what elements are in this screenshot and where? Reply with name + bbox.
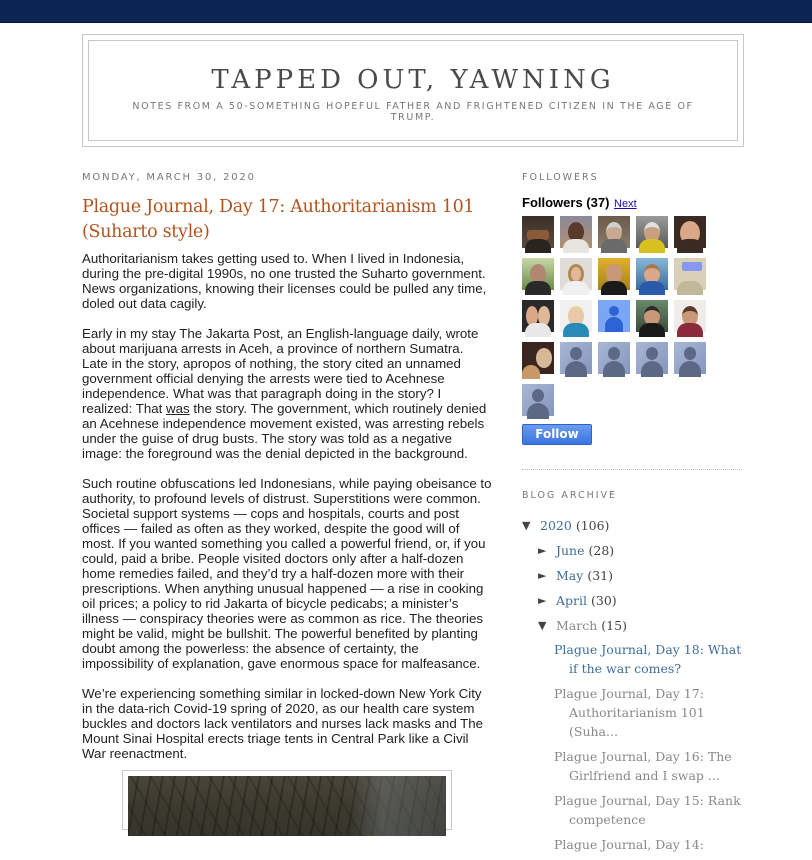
top-navigation-bar — [0, 0, 812, 23]
main-column — [82, 172, 492, 761]
archive-month-link[interactable]: April — [556, 593, 587, 608]
follow-button[interactable]: Follow — [522, 424, 592, 445]
follower-avatar[interactable] — [522, 342, 554, 374]
follower-avatar-default[interactable] — [636, 342, 668, 374]
follower-avatar[interactable] — [636, 258, 668, 290]
follower-avatar[interactable] — [522, 258, 554, 290]
archive-post-link[interactable]: Plague Journal, Day 14: — [554, 837, 704, 852]
follower-avatar[interactable] — [636, 216, 668, 248]
archive-post-link[interactable]: Plague Journal, Day 17: Authoritarianism 101 (Suha... — [554, 686, 705, 739]
followers-label: Followers (37) — [522, 195, 610, 210]
archive-month-count: (31) — [587, 568, 613, 583]
post-paragraph-text: the story. The government, which routinely denied an Acehnese independence movement existed, was arresting rebels under the guise of drug busts. The story was told as a negative image: the foreground was the denial depicted in the background. — [82, 401, 487, 461]
archive-month-link[interactable]: March — [556, 618, 598, 633]
follower-avatar[interactable] — [560, 300, 592, 332]
archive-month-link[interactable]: June — [556, 543, 585, 558]
collapse-toggle-icon[interactable]: ▼ — [538, 619, 547, 632]
archive-month-march — [522, 613, 742, 638]
archive-year-link[interactable]: 2020 — [540, 518, 572, 533]
followers-grid — [522, 216, 742, 416]
post-paragraph-text: Early in my stay The Jakarta Post, an English-language daily, wrote about marijuana arrests in Aceh, a province of northern Sumatra. Late in the story, apropos of nothing, the story cited an unnamed government official denying the arrests were tied to Acehnese independence. What was that paragraph doing in the story? I realized: That — [82, 326, 479, 416]
post-date: MONDAY, MARCH 30, 2020 — [82, 172, 256, 183]
follower-avatar[interactable] — [598, 258, 630, 290]
archive-month-link[interactable]: May — [556, 568, 584, 583]
archive-month-june — [522, 538, 742, 563]
follower-avatar[interactable] — [560, 258, 592, 290]
follower-avatar[interactable] — [598, 216, 630, 248]
follower-avatar[interactable] — [522, 300, 554, 332]
collapse-toggle-icon[interactable]: ▼ — [522, 519, 531, 532]
blog-header — [82, 34, 744, 147]
post-image-frame[interactable] — [122, 770, 452, 830]
follower-avatar[interactable] — [522, 216, 554, 248]
underlined-word: was — [166, 401, 190, 416]
followers-next-link[interactable]: Next — [614, 198, 637, 210]
widget-divider — [522, 469, 742, 470]
followers-count — [522, 195, 742, 210]
archive-month-count: (30) — [591, 593, 617, 608]
expand-toggle-icon[interactable]: ► — [538, 569, 547, 582]
follower-avatar-default[interactable] — [598, 342, 630, 374]
follower-avatar[interactable] — [560, 216, 592, 248]
archive-year-count: (106) — [575, 518, 610, 533]
blog-header-inner — [88, 40, 738, 141]
follower-avatar[interactable] — [674, 300, 706, 332]
follower-avatar[interactable] — [674, 258, 706, 290]
blog-description: NOTES FROM A 50-SOMETHING HOPEFUL FATHER AND FRIGHTENED CITIZEN IN THE AGE OF TRUMP. — [132, 101, 694, 123]
expand-toggle-icon[interactable]: ► — [538, 544, 547, 557]
archive-month-count: (28) — [588, 543, 615, 558]
post-paragraph: Authoritarianism takes getting used to. When I lived in Indonesia, during the pre-digital 1990s, no one trusted the Suharto government. News organizations, knowing their licenses could be pulled any time, doled out data cagily. — [82, 251, 487, 311]
post-title[interactable]: Plague Journal, Day 17: Authoritarianism 101 (Suharto style) — [82, 197, 475, 242]
archive-month-may — [522, 563, 742, 588]
archive-post-link[interactable]: Plague Journal, Day 18: What if the war comes? — [554, 642, 742, 676]
archive-post-link[interactable]: Plague Journal, Day 16: The Girlfriend and I swap ... — [554, 749, 732, 783]
archive-post-list — [522, 640, 742, 854]
follower-avatar-default[interactable] — [598, 300, 630, 332]
post-paragraph: We’re experiencing something similar in locked-down New York City in the data-rich Covid-19 spring of 2020, as our health care system buckles and doctors lack ventilators and nurses lack masks and The Mount Sinai Hospital erects triage tents in Central Park like a Civil War reenactment. — [82, 686, 484, 761]
sidebar — [522, 172, 742, 860]
follower-avatar[interactable] — [636, 300, 668, 332]
archive-year-2020 — [522, 513, 742, 538]
blog-archive — [522, 513, 742, 854]
archive-month-count: (15) — [601, 618, 627, 633]
archive-post-link[interactable]: Plague Journal, Day 15: Rank competence — [554, 793, 741, 827]
expand-toggle-icon[interactable]: ► — [538, 594, 547, 607]
blog-title[interactable]: TAPPED OUT, YAWNING — [211, 65, 615, 95]
post-paragraph: Such routine obfuscations led Indonesians, while paying obeisance to authority, to profound levels of distrust. Superstitions were common. Societal support systems — cops and hospitals, courts and post offices — failed as often as they worked, despite the good will of most. If you wanted something you called a powerful friend, or, if you could, paid a bribe. People visited doctors only after a half-dozen home remedies failed, and they’d try a half-dozen more with their prescriptions. When anything unusual happened — a rise in cooking oil prices; a policy to rid Jakarta of bicycle pedicabs; a minister’s illness — conspiracy theories were as common as rice. The theories might be valid, might be bullshit. The powerful benefited by planting doubt among the powerless: the absence of certainty, the impossibility of explanation, gave enormous space for malfeasance. — [82, 476, 492, 671]
archive-widget-title: BLOG ARCHIVE — [522, 490, 618, 501]
follower-avatar-default[interactable] — [560, 342, 592, 374]
followers-widget-title: FOLLOWERS — [522, 172, 599, 183]
post-body — [82, 251, 492, 761]
follower-avatar[interactable] — [674, 216, 706, 248]
post-paragraph — [82, 326, 492, 461]
post-image[interactable] — [128, 776, 446, 836]
follower-avatar-default[interactable] — [522, 384, 554, 416]
archive-month-april — [522, 588, 742, 613]
follower-avatar-default[interactable] — [674, 342, 706, 374]
